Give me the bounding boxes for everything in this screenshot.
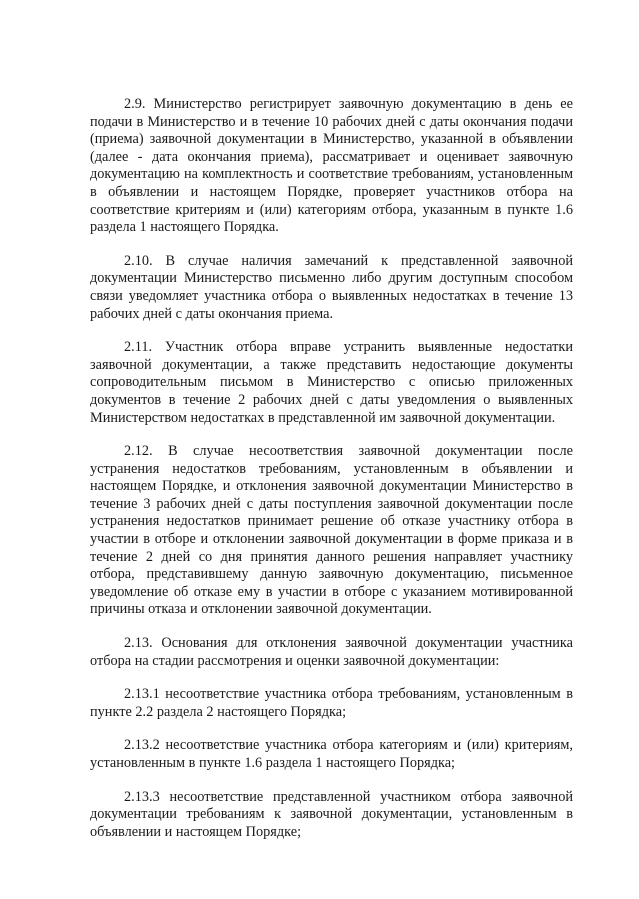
paragraph-2-13-3 <box>90 789 573 842</box>
paragraph-number: 2.13.1 <box>124 686 160 703</box>
paragraph-number: 2.13.3 <box>124 788 160 805</box>
paragraph-2-11 <box>90 339 573 427</box>
paragraph-2-13-2 <box>90 737 573 772</box>
paragraph-number: 2.10. <box>124 252 153 269</box>
paragraph-number: 2.13. <box>124 635 153 652</box>
paragraph-2-13 <box>90 635 573 670</box>
paragraph-text: В случае наличия замечаний к представленной заявочной документации Министерство письменно либо другим доступным способом связи уведомляет участника отбора о выявленных недостатках в течение 13 рабочих дней с даты окончания приема. <box>90 252 573 322</box>
paragraph-2-13-1 <box>90 686 573 721</box>
paragraph-number: 2.11. <box>124 339 153 356</box>
paragraph-text: несоответствие участника отбора требованиям, установленным в пункте 2.2 раздела 2 настоящего Порядка; <box>90 686 573 720</box>
paragraph-number: 2.12. <box>124 443 153 460</box>
paragraph-number: 2.13.2 <box>124 737 160 754</box>
paragraph-text: Участник отбора вправе устранить выявленные недостатки заявочной документации, а также представить недостающие документы сопроводительным письмом в Министерство с описью приложенных документов в течение 2 рабочих дней с даты уведомления о выявленных Министерством недостатках в представленной им заявочной документации. <box>90 339 573 426</box>
paragraph-number: 2.9. <box>124 96 146 112</box>
paragraph-2-10 <box>90 253 573 323</box>
paragraph-text: Министерство регистрирует заявочную документацию в день ее подачи в Министерство и в течение 10 рабочих дней с даты окончания подачи (приема) заявочной документации в Министерство, указанной в объявлении (далее - дата окончания приема), рассматривает и оценивает заявочную документацию на комплектность и соответствие требованиям, установленным в объявлении и настоящем Порядке, проверяет участников отбора на соответствие критериям и (или) категориям отбора, указанным в пункте 1.6 раздела 1 настоящего Порядка. <box>90 96 573 236</box>
paragraph-text: В случае несоответствия заявочной документации после устранения недостатков требованиям, установленным в объявлении и настоящем Порядке, и отклонения заявочной документации Министерство в течение 3 рабочих дней с даты поступления заявочной документации после устранения недостатков принимает решение об отказе участнику отбора в участии в отборе и отклонении заявочной документации в форме приказа и в течение 2 дней со дня принятия данного решения направляет участнику отбора, представившему данную заявочную документацию, письменное уведомление об отказе ему в участии в отборе с указанием мотивированной причины отказа и отклонении заявочной документации. <box>90 443 573 618</box>
paragraph-text: несоответствие участника отбора категориям и (или) критериям, установленным в пункте 1.6 раздела 1 настоящего Порядка; <box>90 737 573 771</box>
paragraph-text: несоответствие представленной участником отбора заявочной документации требованиям к заявочной документации, установленным в объявлении и настоящем Порядке; <box>90 788 573 840</box>
paragraph-2-9 <box>90 96 573 237</box>
paragraph-2-12 <box>90 443 573 619</box>
document-page <box>90 96 573 857</box>
paragraph-text: Основания для отклонения заявочной документации участника отбора на стадии рассмотрения и оценки заявочной документации: <box>90 635 573 669</box>
